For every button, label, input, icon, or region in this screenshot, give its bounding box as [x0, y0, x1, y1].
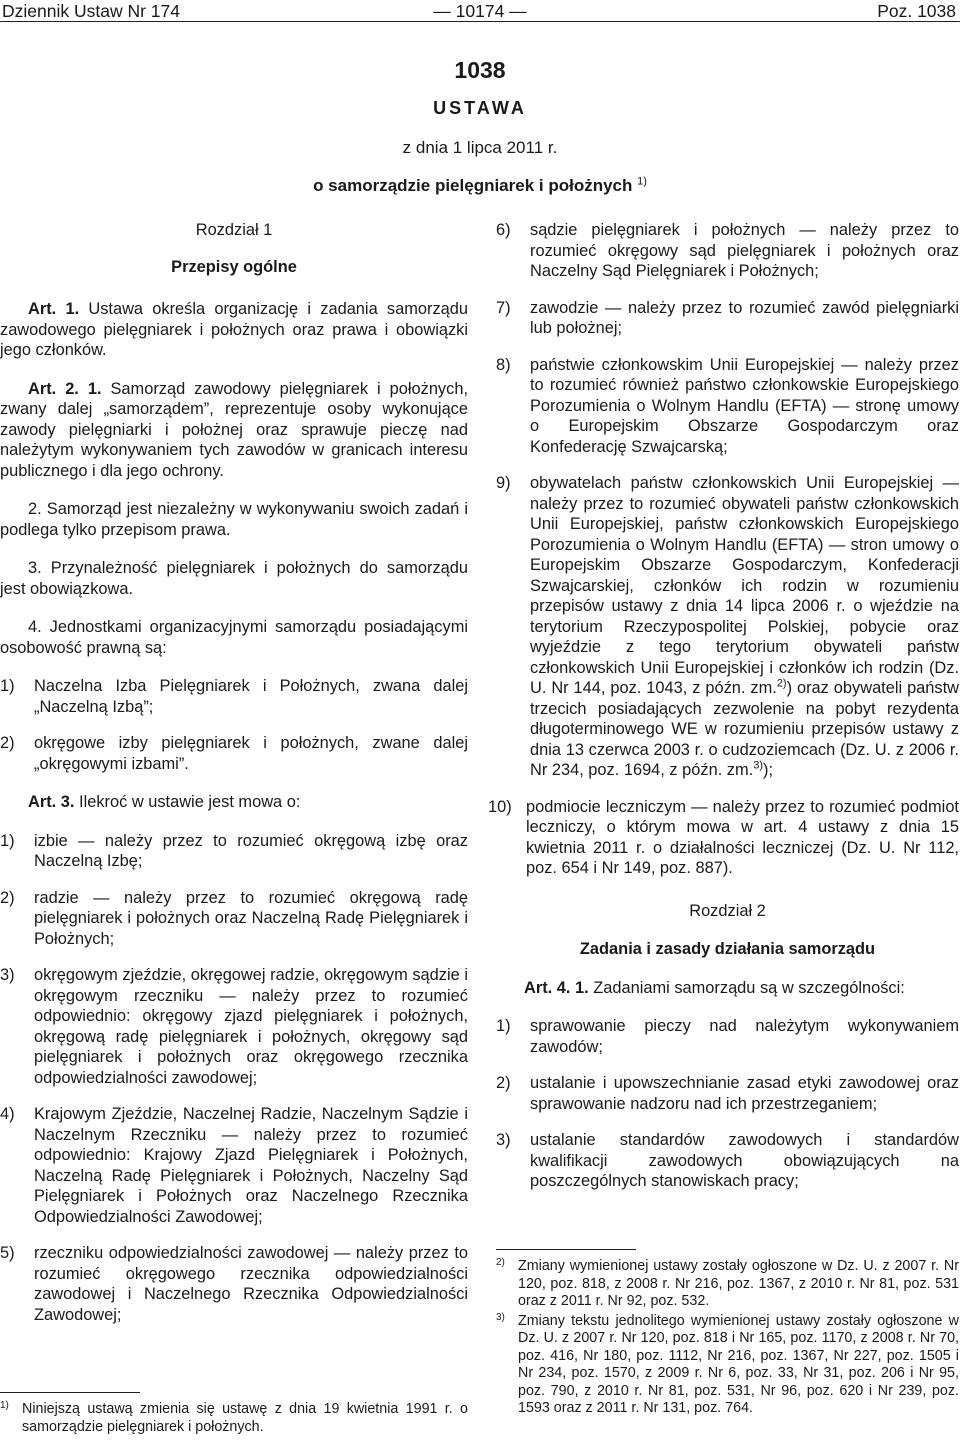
page-number: — 10174 —	[433, 1, 527, 21]
left-column	[0, 220, 468, 1341]
list-item	[0, 1104, 468, 1227]
list-item-number: 4)	[0, 1105, 15, 1123]
list-item-number: 6)	[496, 221, 511, 239]
list-item	[488, 797, 959, 879]
list-item-text: sprawowanie pieczy nad należytym wykonywaniem zawodów;	[530, 1017, 959, 1056]
item-9-text-part-1: obywatelach państw członkowskich Unii Europejskiej — należy przez to rozumieć obywateli państw członkowskich Unii Europejskiej, państw członkowskich Europejskiego Porozumienia o Wolnym Handlu (EFTA) — stron umowy o Europejskim Obszarze Gospodarczym, Konfederacji Szwajcarskiej, członków ich rodzin w rozumieniu przepisów ustawy z dnia 14 lipca 2006 r. o wjeździe na terytorium Rzeczypospolitej Polskiej, pobycie oraz wyjeździe z tego terytorium obywateli państw członkowskich Unii Europejskiej i członków ich rodzin (Dz. U. Nr 144, poz. 1043, z późn. zm.	[530, 474, 959, 697]
paragraph-3-label: 3.	[28, 559, 42, 577]
article-2-paragraph-1-text: Samorząd zawodowy pielęgniarek i położnych, zwany dalej „samorządem”, reprezentuje osoby wykonujące zawody pielęgniarki i położnej oraz sprawuje pieczę nad należytym wykonywaniem tych zawodów w granicach interesu publicznego i dla jego ochrony.	[0, 379, 468, 480]
article-2-paragraph-2	[0, 499, 468, 540]
list-item	[496, 298, 959, 339]
footnote-2-text: Zmiany wymienionej ustawy zostały ogłoszone w Dz. U. z 2007 r. Nr 120, poz. 818, z 2008 r. Nr 216, poz. 1367, z 2010 r. Nr 81, poz. 531 oraz z 2011 r. Nr 92, poz. 532.	[518, 1258, 959, 1309]
act-position-number: 1038	[454, 57, 506, 83]
list-item	[0, 888, 468, 950]
list-item-number: 9)	[496, 474, 511, 492]
item-9-text-part-3: );	[763, 761, 774, 779]
list-item-number: 2)	[0, 734, 15, 752]
list-item-text: podmiocie leczniczym — należy przez to rozumieć podmiot leczniczy, o którym mowa w art. 4 ustawy z dnia 15 kwietnia 2011 r. o działalności leczniczej (Dz. U. Nr 112, poz. 654 i Nr 149, poz. 887).	[526, 797, 959, 877]
header-divider	[0, 21, 960, 22]
position-label: Poz. 1038	[877, 1, 956, 21]
paragraph-3-text: Przynależność pielęgniarek i położnych do samorządu jest obowiązkowa.	[0, 559, 468, 598]
paragraph-2-label: 2.	[28, 500, 42, 518]
footnote-divider	[496, 1249, 636, 1250]
list-item-number: 10)	[488, 797, 512, 816]
list-item-number: 5)	[0, 1244, 15, 1262]
list-item	[0, 1243, 468, 1325]
list-item-number: 1)	[496, 1017, 511, 1035]
list-item-text: ustalanie standardów zawodowych i standardów kwalifikacji zawodowych obowiązujących na poszczególnych stanowiskach pracy;	[530, 1131, 959, 1190]
right-column	[488, 220, 959, 1208]
footnote-1-text: Niniejszą ustawą zmienia się ustawę z dnia 19 kwietnia 1991 r. o samorządzie pielęgniarek i położnych.	[22, 1401, 468, 1435]
journal-title: Dziennik Ustaw Nr 174	[2, 1, 180, 21]
article-3-label: Art. 3.	[28, 793, 75, 811]
article-1-text: Ustawa określa organizację i zadania samorządu zawodowego pielęgniarek i położnych oraz prawa i obowiązki jego członków.	[0, 300, 468, 359]
list-item	[496, 473, 959, 781]
list-item	[496, 1016, 959, 1057]
list-item-number: 3)	[0, 966, 15, 984]
article-2-paragraph-4	[0, 617, 468, 658]
list-item	[0, 965, 468, 1088]
chapter-1-label: Rozdział 1	[195, 221, 273, 239]
article-4-intro: Zadaniami samorządu są w szczególności:	[593, 978, 905, 997]
article-2-paragraph-3	[0, 558, 468, 599]
list-item-number: 3)	[496, 1131, 511, 1149]
list-item-text: Krajowym Zjeździe, Naczelnej Radzie, Naczelnym Sądzie i Naczelnym Rzeczniku — należy przez to rozumieć odpowiednio: Krajowy Zjazd Pielęgniarek i Położnych, Naczelną Radę Pielęgniarek i Położnych, Naczelny Sąd Pielęgniarek i Położnych oraz Naczelnego Rzecznika Odpowiedzialności Zawodowej;	[34, 1105, 468, 1226]
article-2-paragraph-1	[0, 379, 468, 482]
list-item-number: 2)	[0, 888, 15, 907]
article-3	[0, 792, 468, 813]
list-item-text: izbie — należy przez to rozumieć okręgową izbę oraz Naczelną Izbę;	[34, 831, 468, 870]
chapter-2-title: Zadania i zasady działania samorządu	[579, 940, 876, 958]
list-item-number: 8)	[496, 355, 511, 374]
chapter-1-title: Przepisy ogólne	[171, 257, 297, 276]
footnote-ref-2[interactable]: 2)	[776, 677, 787, 690]
list-item-number: 2)	[496, 1074, 511, 1092]
act-subject-text: o samorządzie pielęgniarek i położnych	[313, 176, 633, 195]
act-subject	[0, 175, 960, 197]
footnote-ref-1[interactable]: 1)	[637, 175, 647, 188]
list-item-text: radzie — należy przez to rozumieć okręgową radę pielęgniarek i położnych oraz Naczelną Radę Pielęgniarek i Położnych;	[34, 888, 468, 948]
list-item-number: 7)	[496, 298, 511, 317]
list-item-text: Naczelna Izba Pielęgniarek i Położnych, zwana dalej „Naczelną Izbą”;	[34, 677, 468, 716]
right-footnotes	[496, 1249, 959, 1420]
left-footnotes	[0, 1392, 468, 1438]
list-item	[496, 1130, 959, 1192]
list-item-text: zawodzie — należy przez to rozumieć zawód pielęgniarki lub położnej;	[530, 298, 959, 337]
list-item-text: okręgowe izby pielęgniarek i położnych, zwane dalej „okręgowymi izbami”.	[34, 734, 468, 773]
footnote-3	[496, 1313, 959, 1418]
list-item-number: 1)	[0, 677, 15, 695]
list-item	[496, 1073, 959, 1114]
item-9-text-part-2: ) oraz obywateli państw trzecich posiadających zezwolenie na pobyt rezydenta długoterminowego WE w rozumieniu przepisów ustawy z dnia 13 czerwca 2003 r. o cudzoziemcach (Dz. U. z 2006 r. Nr 234, poz. 1694, z późn. zm.	[530, 679, 959, 779]
footnote-ref-3[interactable]: 3)	[753, 759, 763, 772]
chapter-2-label: Rozdział 2	[689, 901, 766, 920]
article-1	[0, 299, 468, 361]
footnote-2-mark: 2)	[496, 1257, 505, 1268]
paragraph-2-text: Samorząd jest niezależny w wykonywaniu swoich zadań i podlega tylko przepisom prawa.	[0, 500, 468, 539]
article-4-paragraph-1	[496, 978, 959, 999]
list-item-text: okręgowym zjeździe, okręgowej radzie, okręgowym sądzie i okręgowym rzeczniku — należy przez to rozumieć odpowiednio: okręgowy zjazd pielęgniarek i położnych, okręgową radę pielęgniarek i położnych, okręgowy sąd pielęgniarek i położnych oraz okręgowego rzecznika odpowiedzialności zawodowej;	[34, 966, 468, 1087]
list-item-text: sądzie pielęgniarek i położnych — należy przez to rozumieć okręgowy sąd pielęgniarek i położnych oraz Naczelny Sąd Pielęgniarek i Położnych;	[530, 221, 959, 280]
article-2-label: Art. 2. 1.	[28, 379, 102, 398]
paragraph-4-label: 4.	[28, 618, 42, 636]
list-item	[0, 831, 468, 872]
article-1-label: Art. 1.	[28, 300, 80, 318]
footnote-3-mark: 3)	[496, 1311, 505, 1323]
list-item-text: rzeczniku odpowiedzialności zawodowej — należy przez to rozumieć okręgowego rzecznika odpowiedzialności zawodowej i Naczelnego Rzecznika Odpowiedzialności Zawodowej;	[34, 1244, 468, 1324]
list-item-text: ustalanie i upowszechnianie zasad etyki zawodowej oraz sprawowanie nadzoru nad ich przestrzeganiem;	[530, 1074, 959, 1113]
footnote-1	[0, 1401, 468, 1436]
footnote-divider	[0, 1392, 140, 1393]
article-3-intro: Ilekroć w ustawie jest mowa o:	[79, 793, 301, 811]
article-4-label: Art. 4. 1.	[524, 978, 589, 997]
list-item	[0, 733, 468, 774]
act-date: z dnia 1 lipca 2011 r.	[402, 138, 558, 157]
list-item	[0, 676, 468, 717]
list-item-text: państwie członkowskim Unii Europejskiej — należy przez to rozumieć również państwo członkowskie Europejskiego Porozumienia o Wolnym Handlu (EFTA) — stronę umowy o Europejskim Obszarze Gospodarczym oraz Konfederację Szwajcarską;	[530, 355, 959, 456]
list-item	[496, 220, 959, 282]
footnote-3-text: Zmiany tekstu jednolitego wymienionej ustawy zostały ogłoszone w Dz. U. z 2007 r. Nr 120, poz. 818 i Nr 165, poz. 1170, z 2008 r. Nr 70, poz. 416, Nr 180, poz. 1112, Nr 216, poz. 1367, Nr 227, poz. 1505 i Nr 234, poz. 1570, z 2009 r. Nr 6, poz. 33, Nr 31, poz. 206 i Nr 95, poz. 790, z 2010 r. Nr 81, poz. 531, Nr 96, poz. 620 i Nr 239, poz. 1593 oraz z 2011 r. Nr 131, poz. 764.	[518, 1312, 959, 1416]
list-item-number: 1)	[0, 831, 15, 850]
footnote-2	[496, 1258, 959, 1311]
footnote-1-mark: 1)	[0, 1400, 9, 1411]
paragraph-4-text: Jednostkami organizacyjnymi samorządu posiadającymi osobowość prawną są:	[0, 618, 468, 657]
list-item	[496, 355, 959, 458]
act-type: USTAWA	[433, 98, 527, 118]
